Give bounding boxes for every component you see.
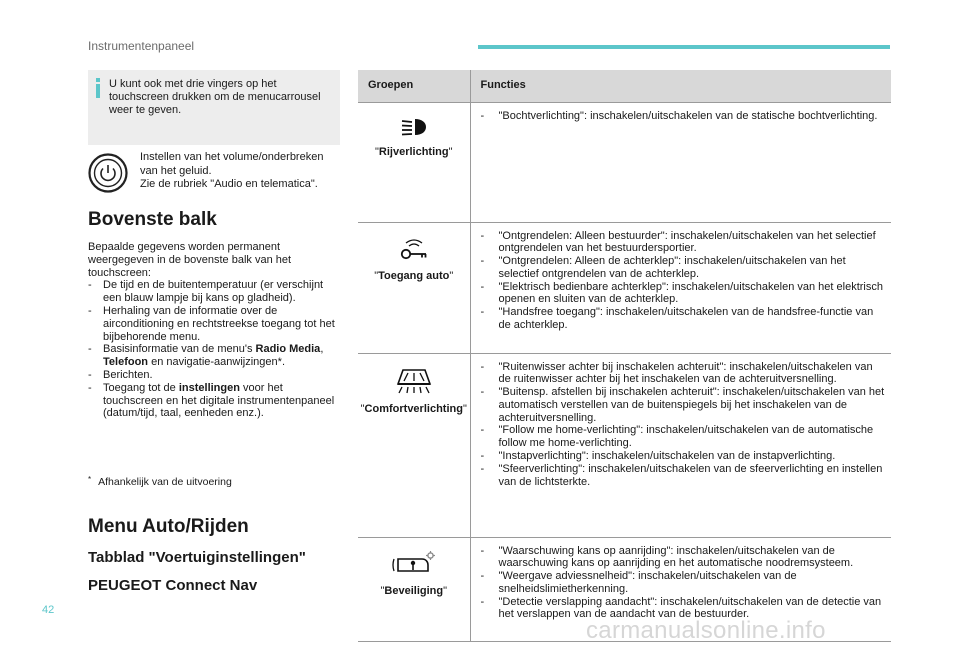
bovenste-balk-heading: Bovenste balk bbox=[88, 209, 217, 230]
function-item: - "Bochtverlichting": inschakelen/uitschakelen van de statische bochtverlichting. bbox=[481, 110, 886, 123]
function-item: - "Ruitenwisser achter bij inschakelen achteruit": inschakelen/uitschakelen van de ruitenwisser achter bij het inschakelen van de achteruitversnelling. bbox=[481, 361, 886, 387]
peugeot-connect-nav-heading: PEUGEOT Connect Nav bbox=[88, 577, 258, 594]
table-header-row bbox=[358, 70, 891, 102]
column-header-functions: Functies bbox=[470, 70, 891, 102]
bovenste-balk-body bbox=[88, 241, 340, 420]
table-row bbox=[358, 102, 891, 222]
watermark: carmanualsonline.info bbox=[586, 617, 826, 644]
function-item: - "Handsfree toegang": inschakelen/uitschakelen van de handsfree-functie van de achterklep. bbox=[481, 306, 886, 332]
footnote bbox=[88, 475, 232, 488]
info-text: U kunt ook met drie vingers op het touchscreen drukken om de menucarrousel weer te geven. bbox=[109, 78, 321, 116]
group-cell bbox=[358, 537, 470, 641]
function-item: - "Follow me home-verlichting": inschakelen/uitschakelen van de automatische follow me home-verlichting. bbox=[481, 424, 886, 450]
group-cell bbox=[358, 353, 470, 537]
function-item: - "Waarschuwing kans op aanrijding": inschakelen/uitschakelen van de waarschuwing kans op aanrijding en het automatische noodremsysteem. bbox=[481, 545, 886, 571]
telefoon-term: Telefoon bbox=[103, 356, 149, 369]
function-item: - "Elektrisch bedienbare achterklep": inschakelen/uitschakelen van het elektrisch openen en sluiten van de achterklep. bbox=[481, 281, 886, 307]
footnote-marker: * bbox=[88, 475, 92, 484]
info-icon bbox=[93, 78, 103, 103]
header-accent-bar bbox=[478, 45, 890, 49]
info-box bbox=[88, 70, 340, 145]
function-cell bbox=[470, 353, 891, 537]
function-cell bbox=[470, 102, 891, 222]
table-row bbox=[358, 222, 891, 353]
volume-line-1: Instellen van het volume/onderbreken van het geluid. bbox=[140, 151, 324, 177]
function-item: - "Sfeerverlichting": inschakelen/uitschakelen van de sfeerverlichting en instellen van de lichtsterkte. bbox=[481, 463, 886, 489]
functions-table bbox=[358, 70, 891, 642]
list-item: - Berichten. bbox=[88, 369, 340, 382]
footnote-text: Afhankelijk van de uitvoering bbox=[98, 476, 232, 488]
headlight-icon bbox=[399, 116, 429, 138]
radio-media-term: Radio Media bbox=[255, 343, 321, 356]
group-label: "Toegang auto" bbox=[374, 269, 454, 282]
group-label: "Comfortverlichting" bbox=[360, 402, 467, 415]
list-item: - De tijd en de buitentemperatuur (er verschijnt een blauw lampje bij kans op gladheid). bbox=[88, 279, 340, 305]
column-header-groups: Groepen bbox=[358, 70, 470, 102]
function-item: - "Ontgrendelen: Alleen bestuurder": inschakelen/uitschakelen van het selectief ontgrendelen van het bestuurdersportier. bbox=[481, 230, 886, 256]
power-knob-icon bbox=[88, 153, 128, 198]
page-number: 42 bbox=[42, 604, 55, 616]
list-item: - Herhaling van de informatie over de airconditioning en rechtstreekse toegang tot het bijbehorende menu. bbox=[88, 305, 340, 343]
list-item: - Basisinformatie van de menu's Radio Media, Telefoon en navigatie-aanwijzingen*. bbox=[88, 343, 340, 369]
running-header-title: Instrumentenpaneel bbox=[88, 39, 195, 53]
group-label: "Beveiliging" bbox=[380, 584, 447, 597]
function-item: - "Ontgrendelen: Alleen de achterklep": inschakelen/uitschakelen van het selectief ontgrendelen van de achterklep. bbox=[481, 255, 886, 281]
list-item: - Toegang tot de instellingen voor het touchscreen en het digitale instrumentenpaneel (datum/tijd, taal, eenheden enz.). bbox=[88, 382, 340, 420]
function-item: - "Buitensp. afstellen bij inschakelen achteruit": inschakelen/uitschakelen van het automatisch verstellen van de buitenspiegels bij het inschakelen van de achteruitversnelling. bbox=[481, 386, 886, 424]
menu-auto-rijden-heading: Menu Auto/Rijden bbox=[88, 516, 249, 537]
group-label: "Rijverlichting" bbox=[375, 145, 453, 158]
key-access-icon bbox=[397, 236, 431, 262]
instellingen-term: instellingen bbox=[178, 381, 240, 394]
function-item: - "Detectie verslapping aandacht": inschakelen/uitschakelen van de detectie van het verslappen van de aandacht van de bestuurder. bbox=[481, 596, 886, 622]
bovenste-intro: Bepaalde gegevens worden permanent weergegeven in de bovenste balk van het touchscreen: bbox=[88, 241, 292, 279]
safety-car-icon bbox=[392, 551, 436, 577]
table-row bbox=[358, 353, 891, 537]
volume-line-2: Zie de rubriek "Audio en telematica". bbox=[140, 178, 318, 190]
function-cell bbox=[470, 222, 891, 353]
group-cell bbox=[358, 222, 470, 353]
group-cell bbox=[358, 102, 470, 222]
tabblad-heading: Tabblad "Voertuiginstellingen" bbox=[88, 549, 306, 566]
volume-description bbox=[140, 151, 340, 192]
function-item: - "Weergave adviessnelheid": inschakelen/uitschakelen van de snelheidslimietherkenning. bbox=[481, 570, 886, 596]
function-item: - "Instapverlichting": inschakelen/uitschakelen van de instapverlichting. bbox=[481, 450, 886, 463]
comfort-light-icon bbox=[394, 367, 434, 395]
